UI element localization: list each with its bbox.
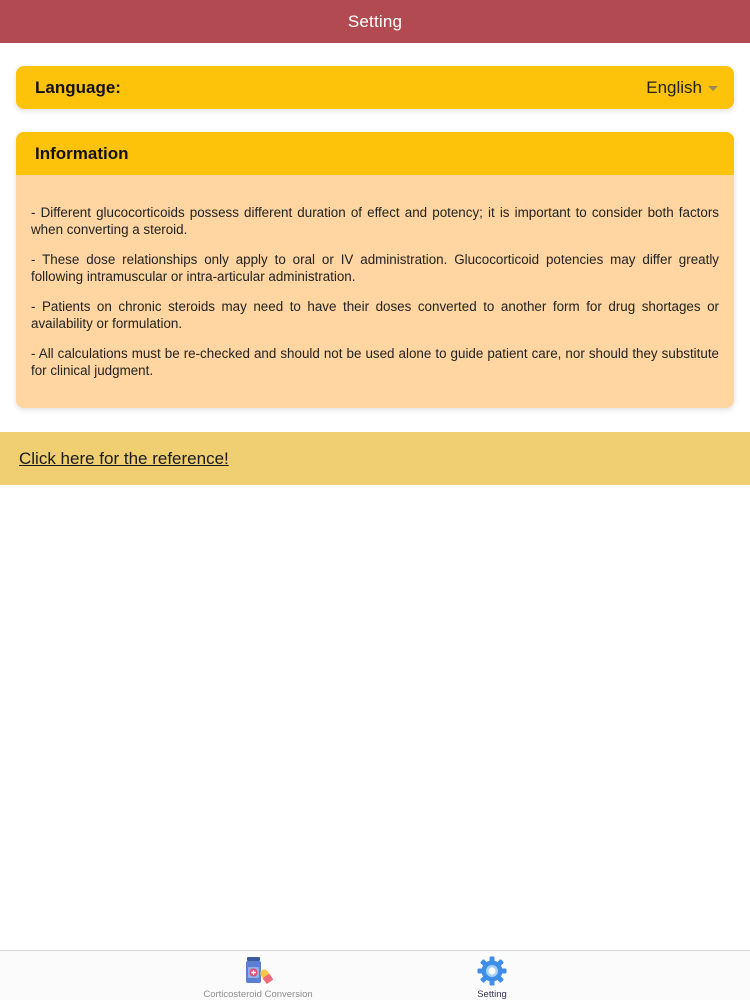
navigation-bar	[0, 0, 750, 43]
information-header	[16, 132, 734, 175]
language-selected-value: English	[646, 77, 702, 97]
language-label: Language:	[35, 77, 121, 97]
tab-setting[interactable]	[430, 951, 554, 1000]
page-title: Setting	[347, 11, 403, 31]
language-select[interactable]	[646, 78, 718, 98]
reference-link[interactable]: Click here for the reference!	[19, 448, 229, 468]
chevron-down-icon	[708, 86, 718, 91]
tab-bar	[0, 950, 750, 1000]
reference-banner	[0, 432, 750, 485]
medicine-bottle-icon	[242, 955, 274, 987]
tab-corticosteroid-conversion[interactable]	[170, 951, 346, 1000]
info-paragraph: - Patients on chronic steroids may need to have their doses converted to another form for drug shortages or availability or formulation.	[31, 299, 719, 331]
info-paragraph: - These dose relationships only apply to oral or IV administration. Glucocorticoid potencies may differ greatly following intramuscular or intra-articular administration.	[31, 252, 719, 284]
info-paragraph: - All calculations must be re-checked and should not be used alone to guide patient care, nor should they substitute for clinical judgment.	[31, 346, 719, 378]
tab-label: Setting	[477, 989, 507, 1000]
info-paragraph: - Different glucocorticoids possess different duration of effect and potency; it is important to consider both factors when converting a steroid.	[31, 205, 719, 237]
language-card	[16, 66, 734, 109]
tab-label: Corticosteroid Conversion	[203, 989, 313, 1000]
information-card	[16, 132, 734, 408]
information-body	[16, 175, 734, 379]
information-title: Information	[35, 143, 129, 163]
gear-icon	[476, 955, 508, 987]
